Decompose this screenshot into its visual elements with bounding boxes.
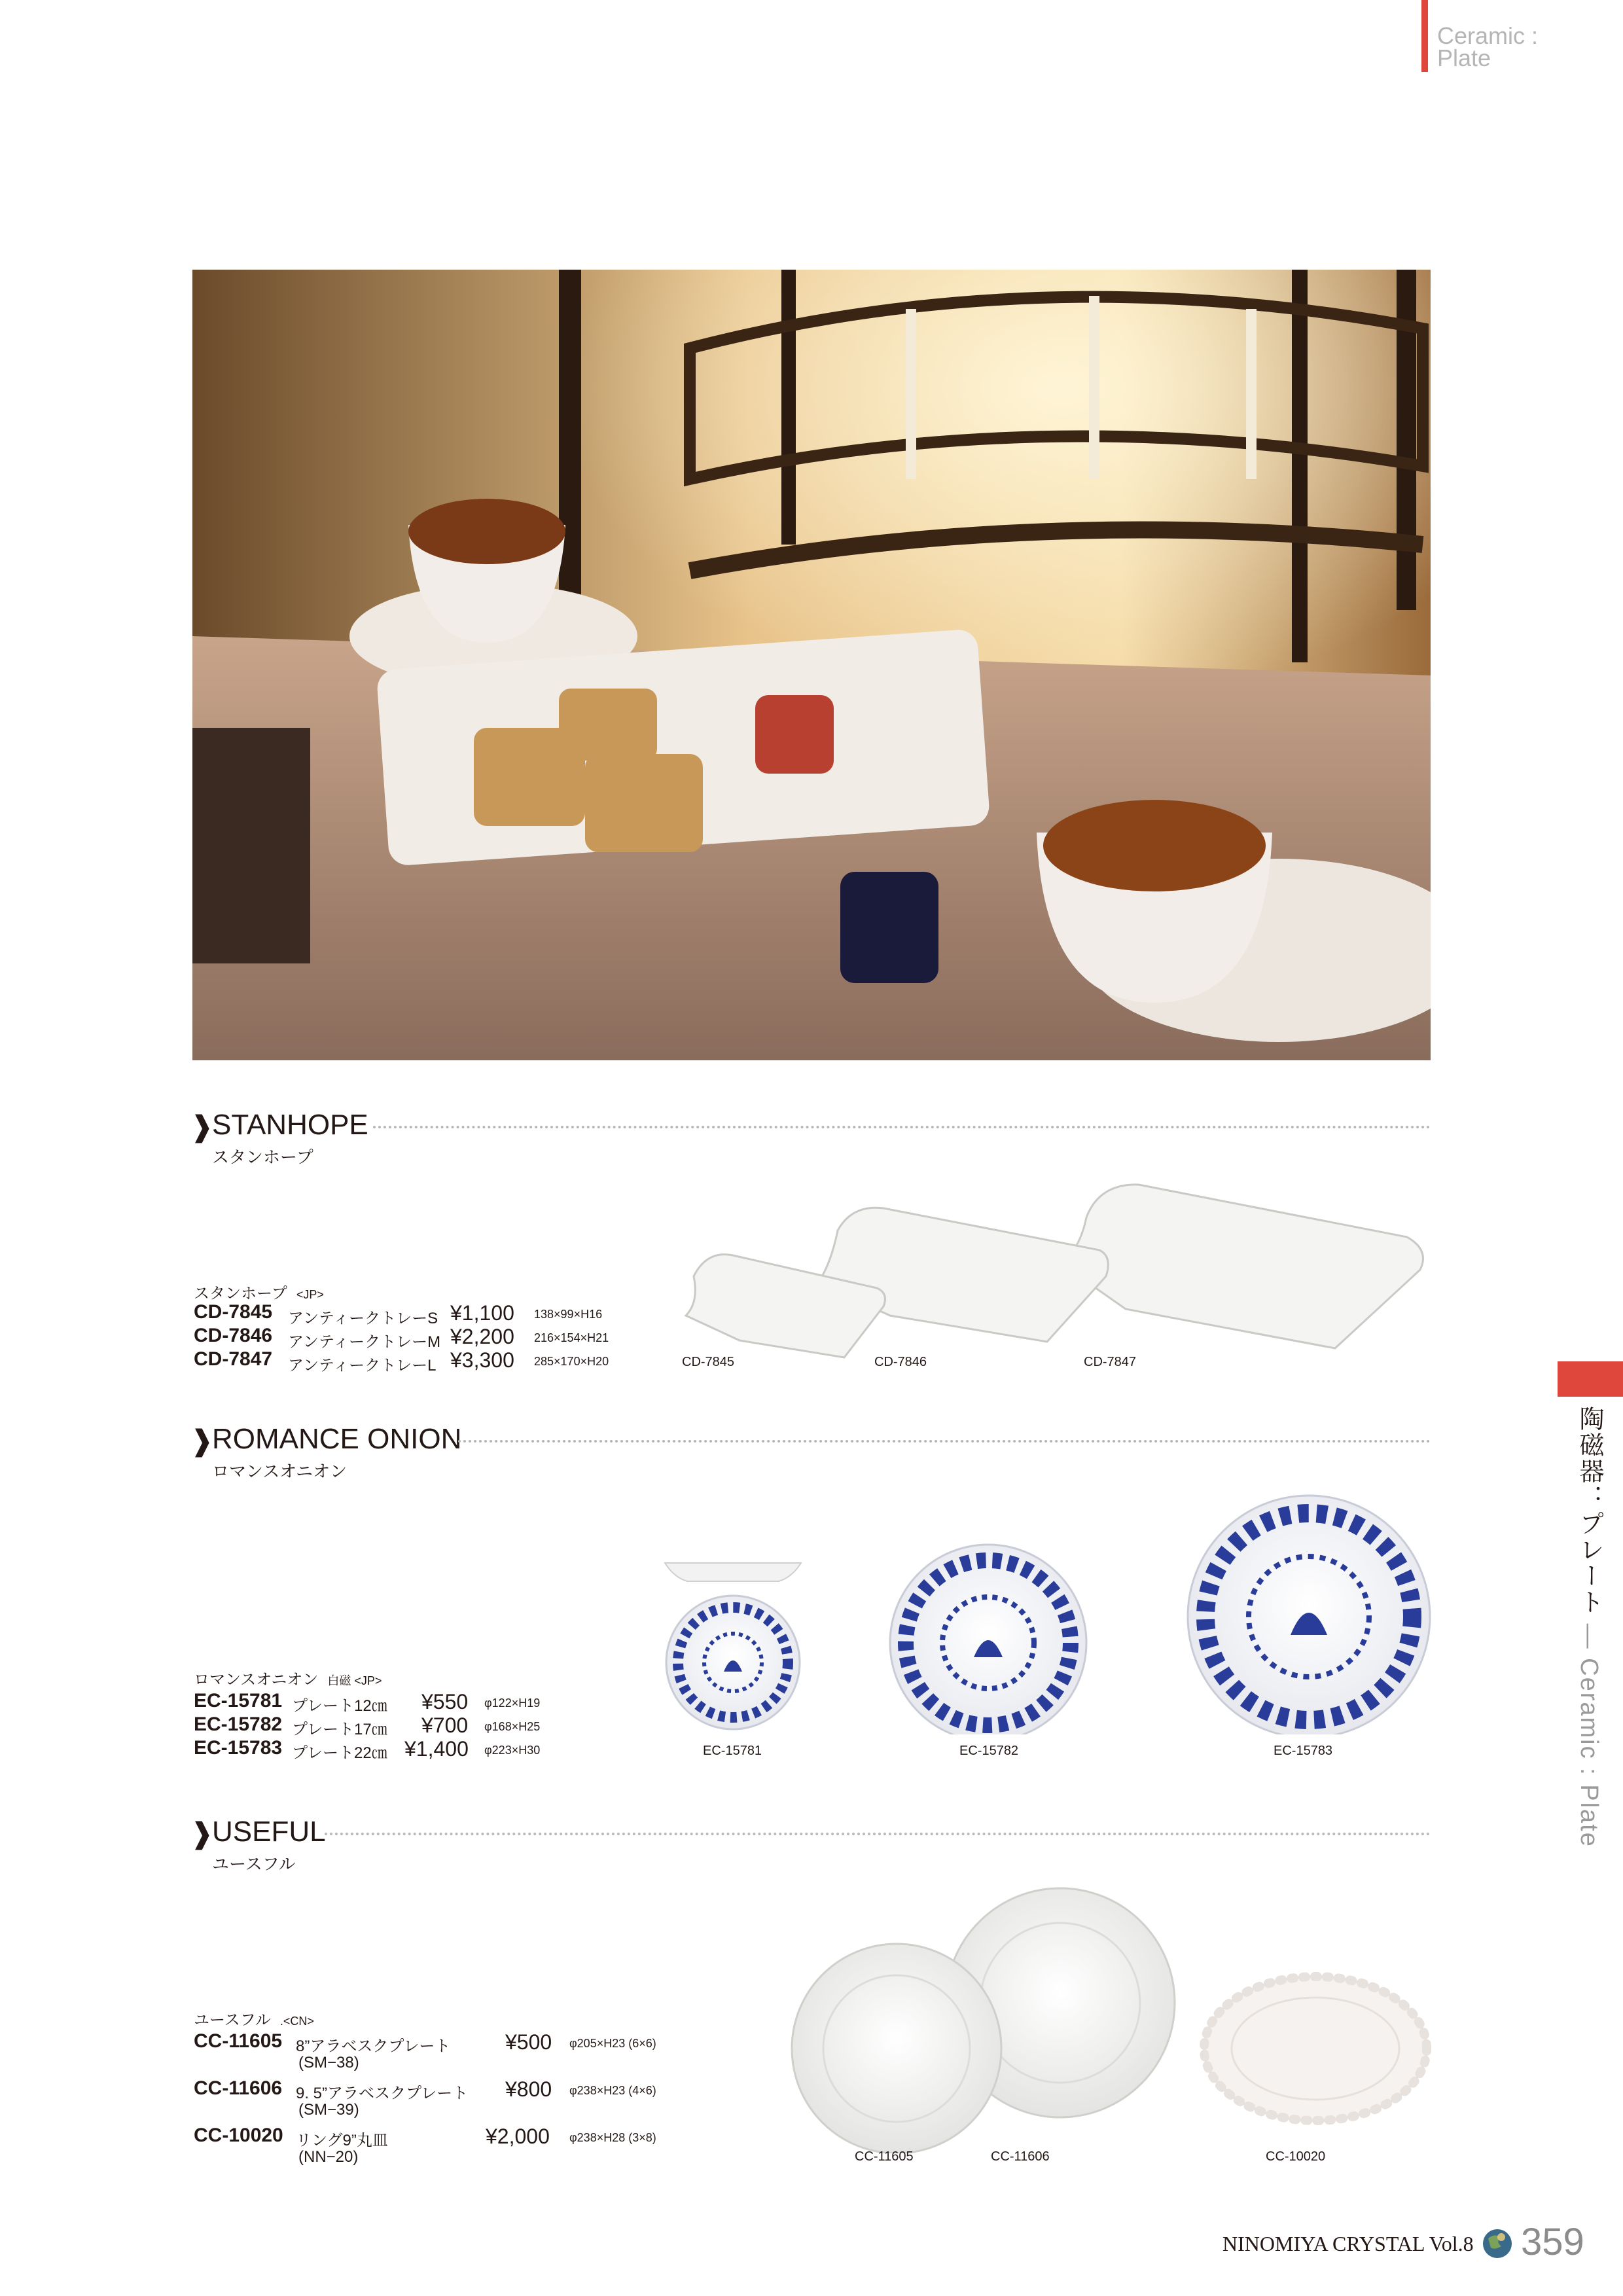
product-code: CD-7847 [194, 1348, 273, 1370]
photo-tea-scene-icon [192, 270, 1431, 1060]
product-name: プレート12㎝ [292, 1697, 387, 1715]
product-name-code: (NN−20) [298, 2148, 359, 2166]
side-index-tab [1558, 1361, 1623, 1397]
product-price: ¥2,200 [450, 1325, 514, 1348]
list-title-text: スタンホープ [194, 1285, 287, 1302]
product-list-title [194, 1666, 382, 1689]
origin-tag: <JP> [296, 1288, 324, 1301]
header-category [1437, 22, 1539, 71]
section-subtitle-useful: ユースフル [212, 1854, 296, 1874]
product-name: リング9”丸皿 [296, 2132, 388, 2149]
product-price: ¥700 [421, 1713, 469, 1737]
product-code: CD-7845 [194, 1301, 273, 1323]
product-price: ¥550 [421, 1690, 469, 1713]
product-caption: CC-11606 [991, 2149, 1050, 2164]
origin-tag: .<CN> [279, 2015, 314, 2028]
product-name: 8”アラベスクプレート [296, 2037, 451, 2055]
section-rule [325, 1833, 1431, 1835]
section-rule [458, 1440, 1431, 1443]
product-caption: EC-15781 [703, 1744, 762, 1758]
section-title-useful: USEFUL [212, 1816, 326, 1848]
section-rule [373, 1126, 1431, 1128]
header-accent-bar [1421, 0, 1428, 72]
chevron-right-icon: ❱ [190, 1111, 214, 1143]
header-category-line1: Ceramic : [1437, 22, 1539, 49]
product-name: アンティークトレーM [288, 1333, 441, 1351]
side-index-en: Ceramic : Plate [1575, 1658, 1603, 1848]
chevron-right-icon: ❱ [190, 1818, 214, 1850]
product-size: φ205×H23 (6×6) [569, 2037, 656, 2050]
product-name: プレート17㎝ [292, 1721, 387, 1738]
product-code: EC-15782 [194, 1713, 283, 1735]
product-name: 9. 5”アラベスクプレート [296, 2085, 469, 2102]
product-price: ¥3,300 [450, 1348, 514, 1372]
section-title-romance-onion: ROMANCE ONION [212, 1423, 462, 1455]
product-list-title [194, 1280, 324, 1303]
side-index-separator: — [1575, 1623, 1603, 1650]
product-price: ¥800 [505, 2077, 552, 2101]
list-title-text: ロマンスオニオン [194, 1671, 319, 1689]
product-caption: EC-15782 [959, 1744, 1019, 1758]
product-code: CC-11606 [194, 2077, 283, 2099]
section-subtitle-stanhope: スタンホープ [212, 1147, 313, 1167]
product-name: アンティークトレーL [288, 1357, 437, 1374]
side-index-label [1572, 1406, 1607, 1848]
product-size: 216×154×H21 [534, 1331, 609, 1344]
list-title-text: ユースフル [194, 2011, 271, 2029]
product-size: φ238×H23 (4×6) [569, 2084, 656, 2097]
product-name-code: (SM−39) [298, 2101, 359, 2119]
product-size: φ223×H30 [484, 1744, 541, 1757]
product-caption: CD-7845 [682, 1355, 735, 1369]
page-number: 359 [1521, 2221, 1584, 2263]
tray-product-images [681, 1178, 1433, 1368]
section-title-stanhope: STANHOPE [212, 1109, 368, 1141]
product-caption: CD-7847 [1084, 1355, 1137, 1369]
product-caption: CD-7846 [874, 1355, 927, 1369]
product-size: 285×170×H20 [534, 1355, 609, 1368]
product-caption: CC-10020 [1266, 2149, 1326, 2164]
section-subtitle-romance-onion: ロマンスオニオン [212, 1462, 348, 1481]
product-code: CC-10020 [194, 2125, 283, 2146]
footer-brand: NINOMIYA CRYSTAL Vol.8 [1222, 2232, 1474, 2255]
product-size: φ238×H28 (3×8) [569, 2131, 656, 2144]
product-name: アンティークトレーS [288, 1310, 438, 1327]
product-price: ¥2,000 [486, 2125, 550, 2148]
header-category-line2: Plate [1437, 45, 1491, 71]
product-price: ¥500 [505, 2030, 552, 2054]
globe-icon [1482, 2228, 1513, 2259]
product-price: ¥1,100 [450, 1301, 514, 1325]
product-name: プレート22㎝ [292, 1744, 387, 1762]
product-name-code: (SM−38) [298, 2054, 359, 2072]
product-list-title [194, 2007, 314, 2030]
side-index-ja: 陶磁器：プレート [1575, 1406, 1603, 1615]
useful-plate-images [766, 1878, 1433, 2153]
product-size: 138×99×H16 [534, 1308, 603, 1321]
onion-plate-images [661, 1486, 1433, 1734]
product-caption: CC-11605 [855, 2149, 914, 2164]
chevron-right-icon: ❱ [190, 1425, 214, 1457]
product-caption: EC-15783 [1274, 1744, 1333, 1758]
product-code: EC-15783 [194, 1737, 283, 1759]
product-code: EC-15781 [194, 1690, 283, 1712]
hero-photo [192, 270, 1431, 1060]
product-code: CD-7846 [194, 1325, 273, 1346]
product-code: CC-11605 [194, 2030, 283, 2052]
origin-tag: 白磁 <JP> [327, 1674, 382, 1687]
product-price: ¥1,400 [404, 1737, 469, 1761]
product-size: φ122×H19 [484, 1696, 541, 1710]
product-size: φ168×H25 [484, 1720, 541, 1733]
